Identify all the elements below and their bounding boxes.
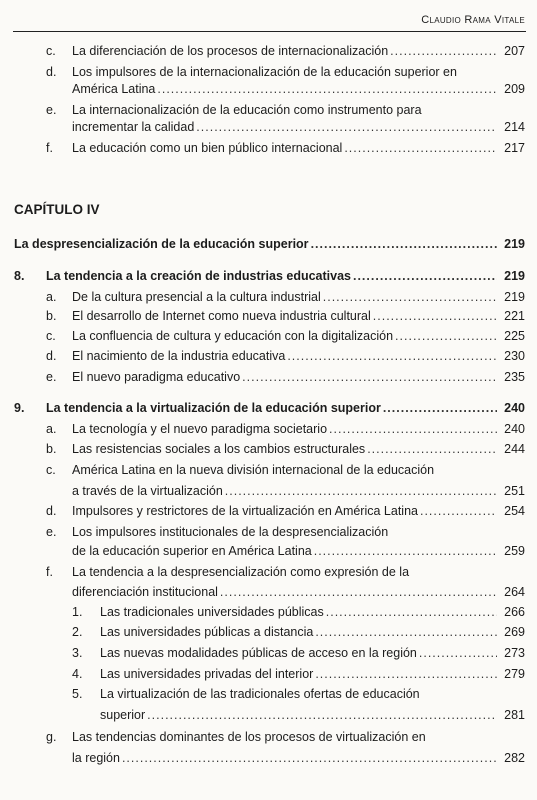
toc-marker: g. — [46, 730, 57, 744]
dot-leader — [329, 421, 497, 438]
toc-entry-9d — [46, 503, 525, 520]
toc-entry-text-line1: Las tendencias dominantes de los procesos de virtualización en — [72, 730, 426, 744]
toc-page-number: 219 — [504, 269, 525, 283]
toc-entry-text: superior — [100, 708, 146, 722]
toc-marker: 4. — [72, 667, 83, 681]
toc-marker: d. — [46, 504, 57, 518]
toc-marker: e. — [46, 103, 57, 117]
dot-leader — [287, 348, 497, 365]
toc-page-number: 251 — [504, 484, 525, 498]
toc-entry-8a — [46, 289, 525, 306]
dot-leader — [147, 707, 497, 724]
dot-leader — [157, 81, 497, 98]
toc-marker: e. — [46, 370, 57, 384]
toc-entry-text: de la educación superior en América Latina — [72, 544, 312, 558]
toc-entry-9a — [46, 421, 525, 438]
toc-entry-text: La tecnología y el nuevo paradigma societario — [72, 422, 328, 436]
toc-entry-text: incrementar la calidad — [72, 120, 195, 134]
header-rule — [13, 31, 526, 32]
dot-leader — [326, 604, 497, 621]
toc-entry-d — [72, 81, 525, 98]
toc-entry-9b — [46, 441, 525, 458]
toc-entry-text-line1: América Latina en la nueva división internacional de la educación — [72, 463, 435, 477]
toc-page-number: 273 — [504, 646, 525, 660]
dot-leader — [315, 666, 497, 683]
toc-page-number: 254 — [504, 504, 525, 518]
dot-leader — [419, 645, 497, 662]
section-9-heading — [14, 400, 525, 417]
toc-subentry-5 — [100, 707, 525, 724]
chapter-title: La despresencialización de la educación superior — [14, 237, 309, 251]
toc-page-number: 259 — [504, 544, 525, 558]
toc-entry-text-line1: La tendencia a la despresencialización como expresión de la — [72, 565, 410, 579]
toc-entry-9f — [72, 584, 525, 601]
chapter-label: CAPÍTULO IV — [14, 202, 100, 217]
dot-leader — [323, 289, 497, 306]
toc-subentry-3 — [72, 645, 525, 662]
dot-leader — [373, 308, 497, 325]
toc-page-number: 240 — [504, 422, 525, 436]
toc-page-number: 207 — [504, 44, 525, 58]
dot-leader — [196, 119, 497, 136]
toc-marker: c. — [46, 329, 56, 343]
toc-entry-text: El nuevo paradigma educativo — [72, 370, 241, 384]
toc-entry-text: Las nuevas modalidades públicas de acceso en la región — [100, 646, 417, 660]
toc-marker: f. — [46, 565, 53, 579]
dot-leader — [314, 543, 497, 560]
dot-leader — [383, 400, 497, 417]
toc-entry-c — [46, 43, 525, 60]
toc-entry-text: Las resistencias sociales a los cambios estructurales — [72, 442, 366, 456]
toc-page-number: 235 — [504, 370, 525, 384]
toc-marker: 2. — [72, 625, 83, 639]
toc-marker: b. — [46, 442, 57, 456]
dot-leader — [367, 441, 497, 458]
toc-marker: c. — [46, 463, 56, 477]
toc-page-number: 219 — [504, 237, 525, 251]
toc-entry-text-line1: La virtualización de las tradicionales ofertas de educación — [100, 687, 420, 701]
toc-entry-text: El desarrollo de Internet como nueva industria cultural — [72, 309, 371, 323]
toc-page-number: 269 — [504, 625, 525, 639]
toc-page-number: 230 — [504, 349, 525, 363]
toc-marker: 3. — [72, 646, 83, 660]
toc-entry-text: a través de la virtualización — [72, 484, 223, 498]
dot-leader — [420, 503, 497, 520]
toc-page-number: 244 — [504, 442, 525, 456]
section-8-heading — [14, 268, 525, 285]
toc-entry-text-line1: La internacionalización de la educación como instrumento para — [72, 103, 422, 117]
toc-marker: c. — [46, 44, 56, 58]
section-number: 8. — [14, 269, 25, 283]
toc-entry-text: diferenciación institucional — [72, 585, 218, 599]
toc-entry-text: la región — [72, 751, 120, 765]
toc-entry-text: La educación como un bien público internacional — [72, 141, 343, 155]
toc-page-number: 217 — [504, 141, 525, 155]
section-title: La tendencia a la virtualización de la educación superior — [46, 401, 381, 415]
toc-page-number: 225 — [504, 329, 525, 343]
toc-entry-9g — [72, 750, 525, 767]
toc-marker: d. — [46, 349, 57, 363]
toc-entry-text: Las universidades privadas del interior — [100, 667, 314, 681]
toc-page-number: 282 — [504, 751, 525, 765]
dot-leader — [315, 624, 497, 641]
dot-leader — [311, 236, 497, 253]
toc-marker: d. — [46, 65, 57, 79]
toc-entry-text: La diferenciación de los procesos de internacionalización — [72, 44, 389, 58]
dot-leader — [242, 369, 497, 386]
toc-entry-text: El nacimiento de la industria educativa — [72, 349, 286, 363]
section-title: La tendencia a la creación de industrias educativas — [46, 269, 351, 283]
toc-subentry-1 — [72, 604, 525, 621]
toc-entry-text-line1: Los impulsores institucionales de la despresencialización — [72, 525, 389, 539]
dot-leader — [220, 584, 497, 601]
toc-entry-text: Impulsores y restrictores de la virtualización en América Latina — [72, 504, 418, 518]
toc-entry-8e — [46, 369, 525, 386]
toc-entry-f — [46, 140, 525, 157]
toc-entry-8c — [46, 328, 525, 345]
dot-leader — [390, 43, 497, 60]
running-head: Claudio Rama Vitale — [421, 14, 525, 26]
toc-entry-text-line1: Los impulsores de la internacionalización de la educación superior en — [72, 65, 457, 79]
chapter-title-entry — [14, 236, 525, 253]
toc-page-number: 240 — [504, 401, 525, 415]
dot-leader — [395, 328, 497, 345]
toc-page-number: 209 — [504, 82, 525, 96]
toc-entry-text: De la cultura presencial a la cultura industrial — [72, 290, 321, 304]
toc-entry-e — [72, 119, 525, 136]
toc-entry-text: América Latina — [72, 82, 156, 96]
dot-leader — [344, 140, 497, 157]
dot-leader — [225, 483, 497, 500]
toc-entry-8d — [46, 348, 525, 365]
toc-marker: a. — [46, 422, 57, 436]
toc-page-number: 219 — [504, 290, 525, 304]
toc-entry-8b — [46, 308, 525, 325]
toc-entry-9e — [72, 543, 525, 560]
toc-page-number: 214 — [504, 120, 525, 134]
dot-leader — [122, 750, 497, 767]
toc-subentry-2 — [72, 624, 525, 641]
toc-marker: e. — [46, 525, 57, 539]
toc-page-number: 221 — [504, 309, 525, 323]
toc-marker: a. — [46, 290, 57, 304]
toc-page-number: 264 — [504, 585, 525, 599]
toc-entry-9c — [72, 483, 525, 500]
toc-marker: b. — [46, 309, 57, 323]
toc-marker: 1. — [72, 605, 83, 619]
toc-marker: f. — [46, 141, 53, 155]
toc-page-number: 266 — [504, 605, 525, 619]
section-number: 9. — [14, 401, 25, 415]
toc-subentry-4 — [72, 666, 525, 683]
toc-entry-text: Las universidades públicas a distancia — [100, 625, 314, 639]
toc-entry-text: Las tradicionales universidades públicas — [100, 605, 324, 619]
toc-entry-text: La confluencia de cultura y educación con la digitalización — [72, 329, 394, 343]
dot-leader — [353, 268, 497, 285]
toc-page-number: 279 — [504, 667, 525, 681]
toc-page-number: 281 — [504, 708, 525, 722]
toc-marker: 5. — [72, 687, 83, 701]
